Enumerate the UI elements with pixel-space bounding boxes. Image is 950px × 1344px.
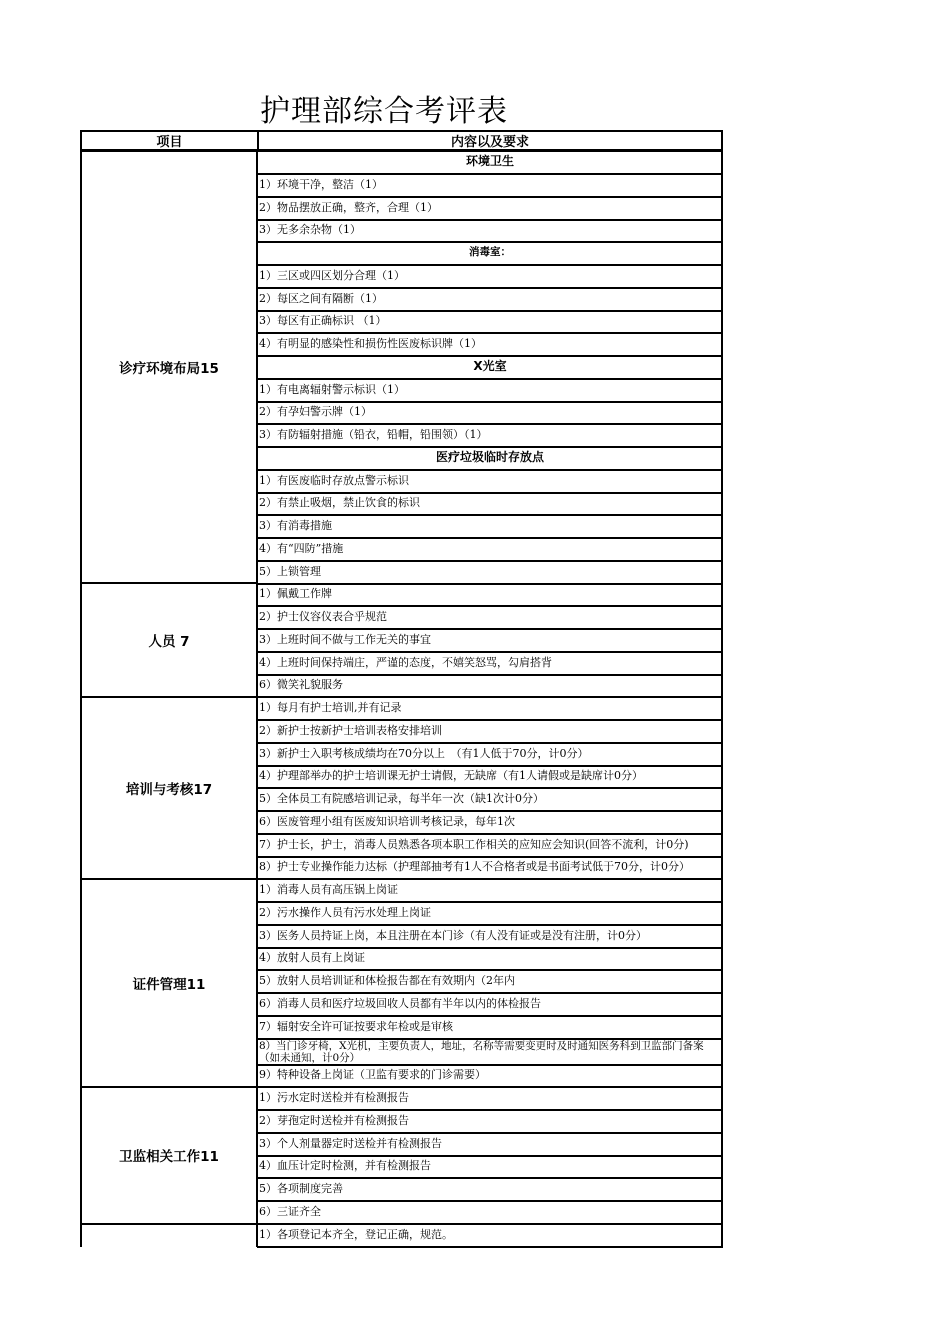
criteria-row: 3）医务人员持证上岗，本且注册在本门诊（有人没有证或是没有注册，计0分）	[257, 926, 723, 949]
criteria-row: 1）消毒人员有高压锅上岗证	[257, 880, 723, 903]
criteria-row: 2）有禁止吸烟，禁止饮食的标识	[257, 493, 723, 516]
criteria-row: 8）当门诊牙椅，X光机，主要负责人，地址，名称等需要变更时及时通知医务科到卫监部门备案（如未通知，计0分）	[257, 1039, 723, 1066]
criteria-row: 3）每区有正确标识 （1）	[257, 311, 723, 334]
subsection-heading: X光室	[257, 357, 723, 380]
criteria-row: 4）放射人员有上岗证	[257, 948, 723, 971]
criteria-row: 2）有孕妇警示牌（1）	[257, 402, 723, 425]
criteria-row: 9）特种设备上岗证（卫监有要求的门诊需要）	[257, 1065, 723, 1088]
criteria-row: 3）无多余杂物（1）	[257, 220, 723, 243]
criteria-row: 3）新护士入职考核成绩均在70分以上 （有1人低于70分，计0分）	[257, 744, 723, 767]
criteria-row: 7）护士长，护士，消毒人员熟悉各项本职工作相关的应知应会知识(回答不流利，计0分)	[257, 835, 723, 858]
criteria-row: 3）个人剂量器定时送检并有检测报告	[257, 1134, 723, 1157]
criteria-row: 4）有明显的感染性和损伤性医废标识牌（1）	[257, 334, 723, 357]
section-label	[80, 1225, 258, 1248]
criteria-row: 5）全体员工有院感培训记录，每半年一次（缺1次计0分）	[257, 789, 723, 812]
criteria-row: 2）每区之间有隔断（1）	[257, 289, 723, 312]
section-label: 证件管理11	[80, 880, 258, 1088]
criteria-row: 1）各项登记本齐全，登记正确，规范。	[257, 1225, 723, 1248]
criteria-row: 6）微笑礼貌服务	[257, 675, 723, 698]
criteria-row: 2）芽孢定时送检并有检测报告	[257, 1111, 723, 1134]
page-title: 护理部综合考评表	[260, 94, 508, 129]
criteria-row: 1）有医废临时存放点警示标识	[257, 471, 723, 494]
header-item-column: 项目	[80, 130, 258, 152]
criteria-row: 7）辐射安全许可证按要求年检或是审核	[257, 1017, 723, 1040]
criteria-row: 5）各项制度完善	[257, 1179, 723, 1202]
criteria-row: 6）消毒人员和医疗垃圾回收人员都有半年以内的体检报告	[257, 994, 723, 1017]
section-label: 诊疗环境布局15	[80, 152, 258, 584]
section-label: 卫监相关工作11	[80, 1088, 258, 1225]
criteria-row: 1）每月有护士培训,并有记录	[257, 698, 723, 721]
criteria-row: 4）有“四防”措施	[257, 539, 723, 562]
criteria-row: 6）医废管理小组有医废知识培训考核记录，每年1次	[257, 812, 723, 835]
section-label: 人员 7	[80, 584, 258, 698]
subsection-heading: 医疗垃圾临时存放点	[257, 448, 723, 471]
criteria-row: 6）三证齐全	[257, 1202, 723, 1225]
section-label: 培训与考核17	[80, 698, 258, 880]
criteria-row: 1）佩戴工作牌	[257, 584, 723, 607]
criteria-row: 1）环境干净，整洁（1）	[257, 175, 723, 198]
criteria-row: 1）三区或四区划分合理（1）	[257, 266, 723, 289]
subsection-heading: 消毒室：	[257, 243, 723, 266]
subsection-heading: 环境卫生	[257, 152, 723, 175]
criteria-row: 4）护理部举办的护士培训课无护士请假，无缺席（有1人请假或是缺席计0分）	[257, 766, 723, 789]
header-content-column: 内容以及要求	[257, 130, 723, 152]
criteria-row: 1）污水定时送检并有检测报告	[257, 1088, 723, 1111]
criteria-row: 5）上锁管理	[257, 562, 723, 585]
criteria-row: 1）有电离辐射警示标识（1）	[257, 380, 723, 403]
criteria-row: 2）污水操作人员有污水处理上岗证	[257, 903, 723, 926]
criteria-row: 5）放射人员培训证和体检报告都在有效期内（2年内	[257, 971, 723, 994]
criteria-row: 2）新护士按新护士培训表格安排培训	[257, 721, 723, 744]
criteria-row: 2）物品摆放正确，整齐，合理（1）	[257, 198, 723, 221]
criteria-row: 2）护士仪容仪表合乎规范	[257, 607, 723, 630]
criteria-row: 3）有防辐射措施（铅衣，铅帽，铅围领）（1）	[257, 425, 723, 448]
criteria-row: 3）上班时间不做与工作无关的事宜	[257, 630, 723, 653]
criteria-row: 4）上班时间保持端庄，严谨的态度，不嬉笑怒骂，勾肩搭背	[257, 653, 723, 676]
criteria-row: 4）血压计定时检测，并有检测报告	[257, 1156, 723, 1179]
criteria-row: 3）有消毒措施	[257, 516, 723, 539]
criteria-row: 8）护士专业操作能力达标（护理部抽考有1人不合格者或是书面考试低于70分，计0分）	[257, 857, 723, 880]
